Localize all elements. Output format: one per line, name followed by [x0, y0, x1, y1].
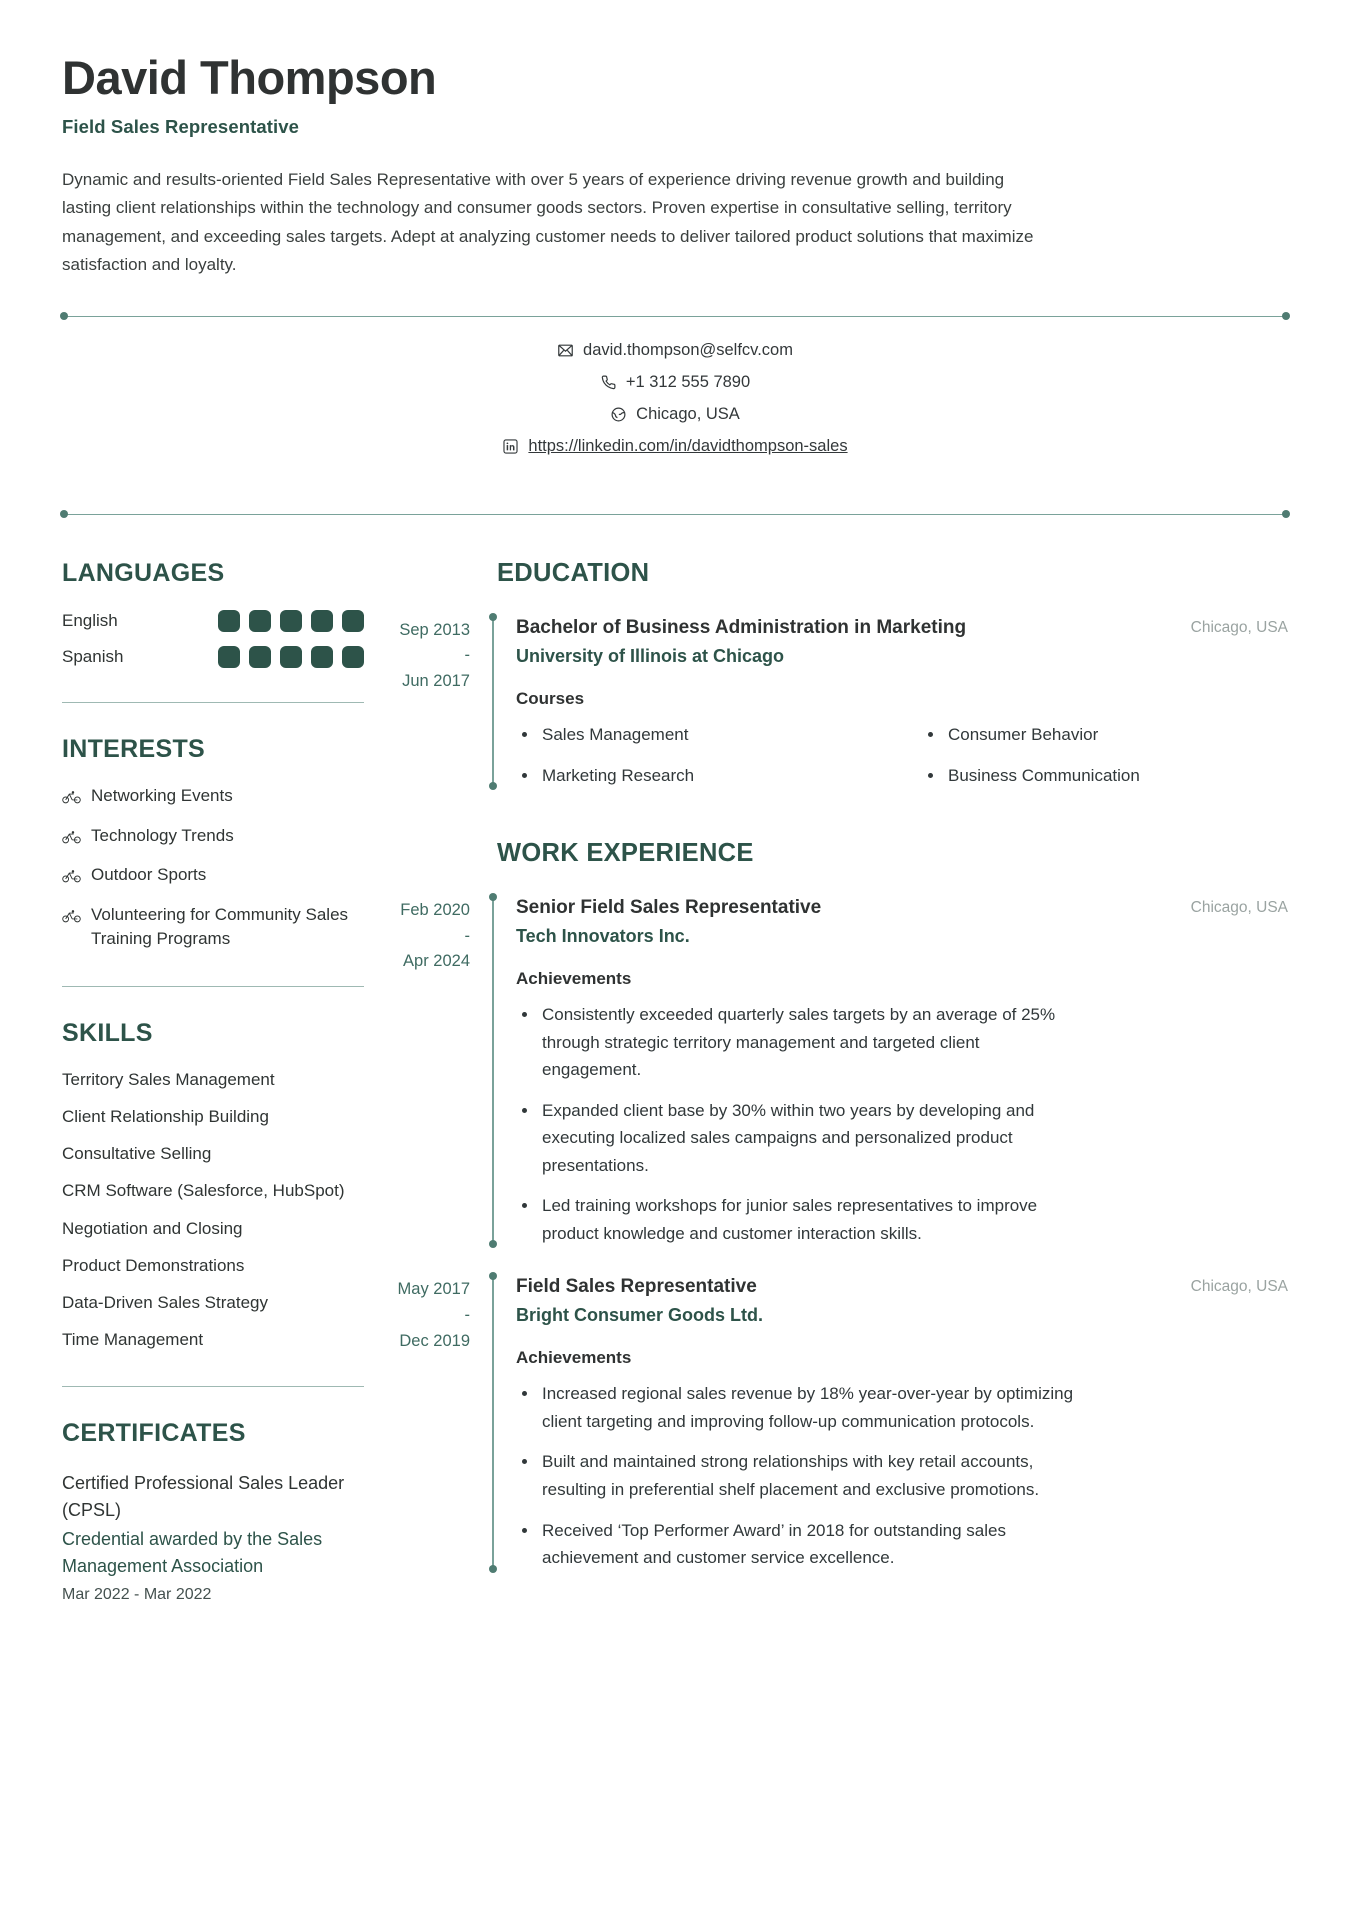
date-separator: -: [464, 1306, 470, 1324]
section-heading-skills: SKILLS: [62, 1019, 153, 1048]
sidebar-divider: [62, 702, 364, 703]
page-title: David Thompson: [62, 51, 437, 104]
certificate-date: Mar 2022 - Mar 2022: [62, 1586, 212, 1604]
section-certificates: [62, 1419, 364, 1604]
entry-location: Chicago, USA: [1190, 899, 1288, 917]
section-heading-education: EDUCATION: [497, 558, 650, 587]
contact-linkedin-text: https://linkedin.com/in/davidthompson-sales: [528, 436, 848, 455]
timeline-rail: [492, 614, 494, 789]
date-start: May 2017: [397, 1280, 470, 1299]
language-level-meter: [218, 610, 364, 632]
degree-title: Bachelor of Business Administration in Marketing: [516, 616, 967, 638]
job-position-title: Field Sales Representative: [516, 1276, 757, 1298]
globe-icon: [610, 406, 627, 423]
envelope-icon: [557, 342, 574, 359]
list-item: [62, 610, 364, 632]
phone-icon: [600, 374, 617, 391]
company-name: Bright Consumer Goods Ltd.: [516, 1305, 763, 1326]
languages-list: [62, 610, 364, 668]
interest-label: Outdoor Sports: [91, 865, 207, 885]
course-item: Sales Management: [516, 721, 882, 748]
achievement-item: Led training workshops for junior sales representatives to improve product knowledge and customer interaction skills.: [516, 1192, 1076, 1247]
certificate-issuer: Credential awarded by the Sales Management Association: [62, 1529, 323, 1577]
achievement-item: Built and maintained strong relationships with key retail accounts, resulting in preferential shelf placement and exclusive promotions.: [516, 1448, 1076, 1503]
list-item: Client Relationship Building: [62, 1107, 269, 1127]
achievement-item: Increased regional sales revenue by 18% year-over-year by optimizing client targeting and improving follow-up communication protocols.: [516, 1380, 1076, 1435]
bicycle-icon: [62, 827, 81, 852]
linkedin-icon: [502, 438, 519, 455]
date-end: Dec 2019: [399, 1331, 470, 1350]
interests-list: [62, 784, 364, 952]
date-separator: -: [464, 646, 470, 665]
contact-location-text: Chicago, USA: [636, 404, 740, 423]
divider-bottom: [62, 514, 1288, 515]
entry-date-range: [392, 1273, 492, 1571]
job-title: Field Sales Representative: [62, 115, 300, 137]
entry-location: Chicago, USA: [1190, 1278, 1288, 1296]
courses-list: [516, 721, 1288, 789]
section-heading-work-experience: WORK EXPERIENCE: [497, 839, 754, 868]
bicycle-icon: [62, 866, 81, 891]
course-item: Marketing Research: [516, 762, 882, 789]
contact-email[interactable]: [557, 341, 793, 360]
list-item: CRM Software (Salesforce, HubSpot): [62, 1181, 345, 1201]
work-entry: [400, 894, 1288, 1247]
timeline-rail: [492, 894, 494, 1247]
entry-date-range: [392, 894, 492, 1247]
contact-location: [610, 405, 740, 424]
section-languages: [62, 559, 364, 668]
list-item: [62, 863, 364, 891]
section-interests: [62, 735, 364, 952]
professional-summary: Dynamic and results-oriented Field Sales Representative with over 5 years of experience driving revenue growth and building lasting client relationships within the technology and consumer goods sectors. Proven expertise in consultative selling, territory management, and exceeding sales targets. Adept at analyzing customer needs to deliver tailored product solutions that maximize satisfaction and loyalty.: [62, 169, 1034, 275]
achievements-label: Achievements: [516, 1348, 632, 1368]
timeline-rail: [492, 1273, 494, 1571]
date-start: Feb 2020: [400, 901, 470, 920]
resume-body: [62, 559, 1288, 1604]
contact-linkedin[interactable]: [502, 437, 847, 456]
date-start: Sep 2013: [399, 620, 470, 639]
entry-location: Chicago, USA: [1190, 618, 1288, 636]
list-item: Consultative Selling: [62, 1144, 212, 1164]
courses-label: Courses: [516, 688, 585, 708]
achievements-list: [516, 1001, 1288, 1247]
interest-label: Networking Events: [91, 785, 233, 805]
list-item: Data-Driven Sales Strategy: [62, 1292, 268, 1312]
education-entry: [399, 614, 1288, 789]
list-item: [62, 903, 364, 952]
work-entry: [397, 1273, 1288, 1571]
section-skills: [62, 1019, 364, 1352]
company-name: Tech Innovators Inc.: [516, 926, 690, 947]
contact-email-text: david.thompson@selfcv.com: [583, 340, 793, 359]
skills-list: [62, 1068, 364, 1352]
list-item: Territory Sales Management: [62, 1070, 275, 1090]
list-item: Time Management: [62, 1329, 204, 1349]
list-item: [62, 824, 364, 852]
list-item: [62, 784, 364, 812]
section-heading-interests: INTERESTS: [62, 734, 205, 763]
achievement-item: Expanded client base by 30% within two years by developing and executing localized sales campaigns and personalized product presentations.: [516, 1097, 1076, 1180]
course-item: Business Communication: [922, 762, 1288, 789]
bicycle-icon: [62, 906, 81, 931]
language-level-meter: [218, 646, 364, 668]
date-end: Apr 2024: [403, 952, 470, 971]
language-name: Spanish: [62, 646, 124, 666]
sidebar-divider: [62, 1386, 364, 1387]
achievements-list: [516, 1380, 1288, 1571]
list-item: [62, 646, 364, 668]
sidebar: [62, 559, 392, 1604]
achievements-label: Achievements: [516, 969, 632, 989]
contact-phone-text: +1 312 555 7890: [625, 372, 751, 391]
contact-phone[interactable]: [600, 373, 750, 392]
resume-header: [62, 52, 1288, 280]
bicycle-icon: [62, 787, 81, 812]
date-end: Jun 2017: [402, 672, 470, 690]
section-work-experience: [397, 839, 1288, 1571]
sidebar-divider: [62, 986, 364, 987]
section-education: [399, 558, 1288, 789]
interest-label: Volunteering for Community Sales Training Programs: [91, 904, 349, 949]
course-item: Consumer Behavior: [922, 721, 1288, 748]
contact-block: [62, 317, 1288, 478]
interest-label: Technology Trends: [91, 825, 234, 845]
section-heading-certificates: CERTIFICATES: [62, 1419, 246, 1448]
main-content: [392, 559, 1288, 1604]
achievement-item: Consistently exceeded quarterly sales targets by an average of 25% through strategic territory management and targeted client engagement.: [516, 1001, 1076, 1084]
list-item: [62, 1470, 364, 1604]
institution-name: University of Illinois at Chicago: [516, 645, 785, 666]
list-item: Negotiation and Closing: [62, 1218, 243, 1238]
divider-top: [62, 316, 1288, 317]
certificate-name: Certified Professional Sales Leader (CPSL): [62, 1473, 345, 1521]
list-item: Product Demonstrations: [62, 1255, 245, 1275]
language-name: English: [62, 610, 118, 630]
section-heading-languages: LANGUAGES: [62, 558, 225, 587]
date-separator: -: [464, 926, 470, 945]
job-position-title: Senior Field Sales Representative: [516, 897, 822, 919]
achievement-item: Received ‘Top Performer Award’ in 2018 for outstanding sales achievement and customer service excellence.: [516, 1517, 1076, 1572]
entry-date-range: [392, 614, 492, 789]
